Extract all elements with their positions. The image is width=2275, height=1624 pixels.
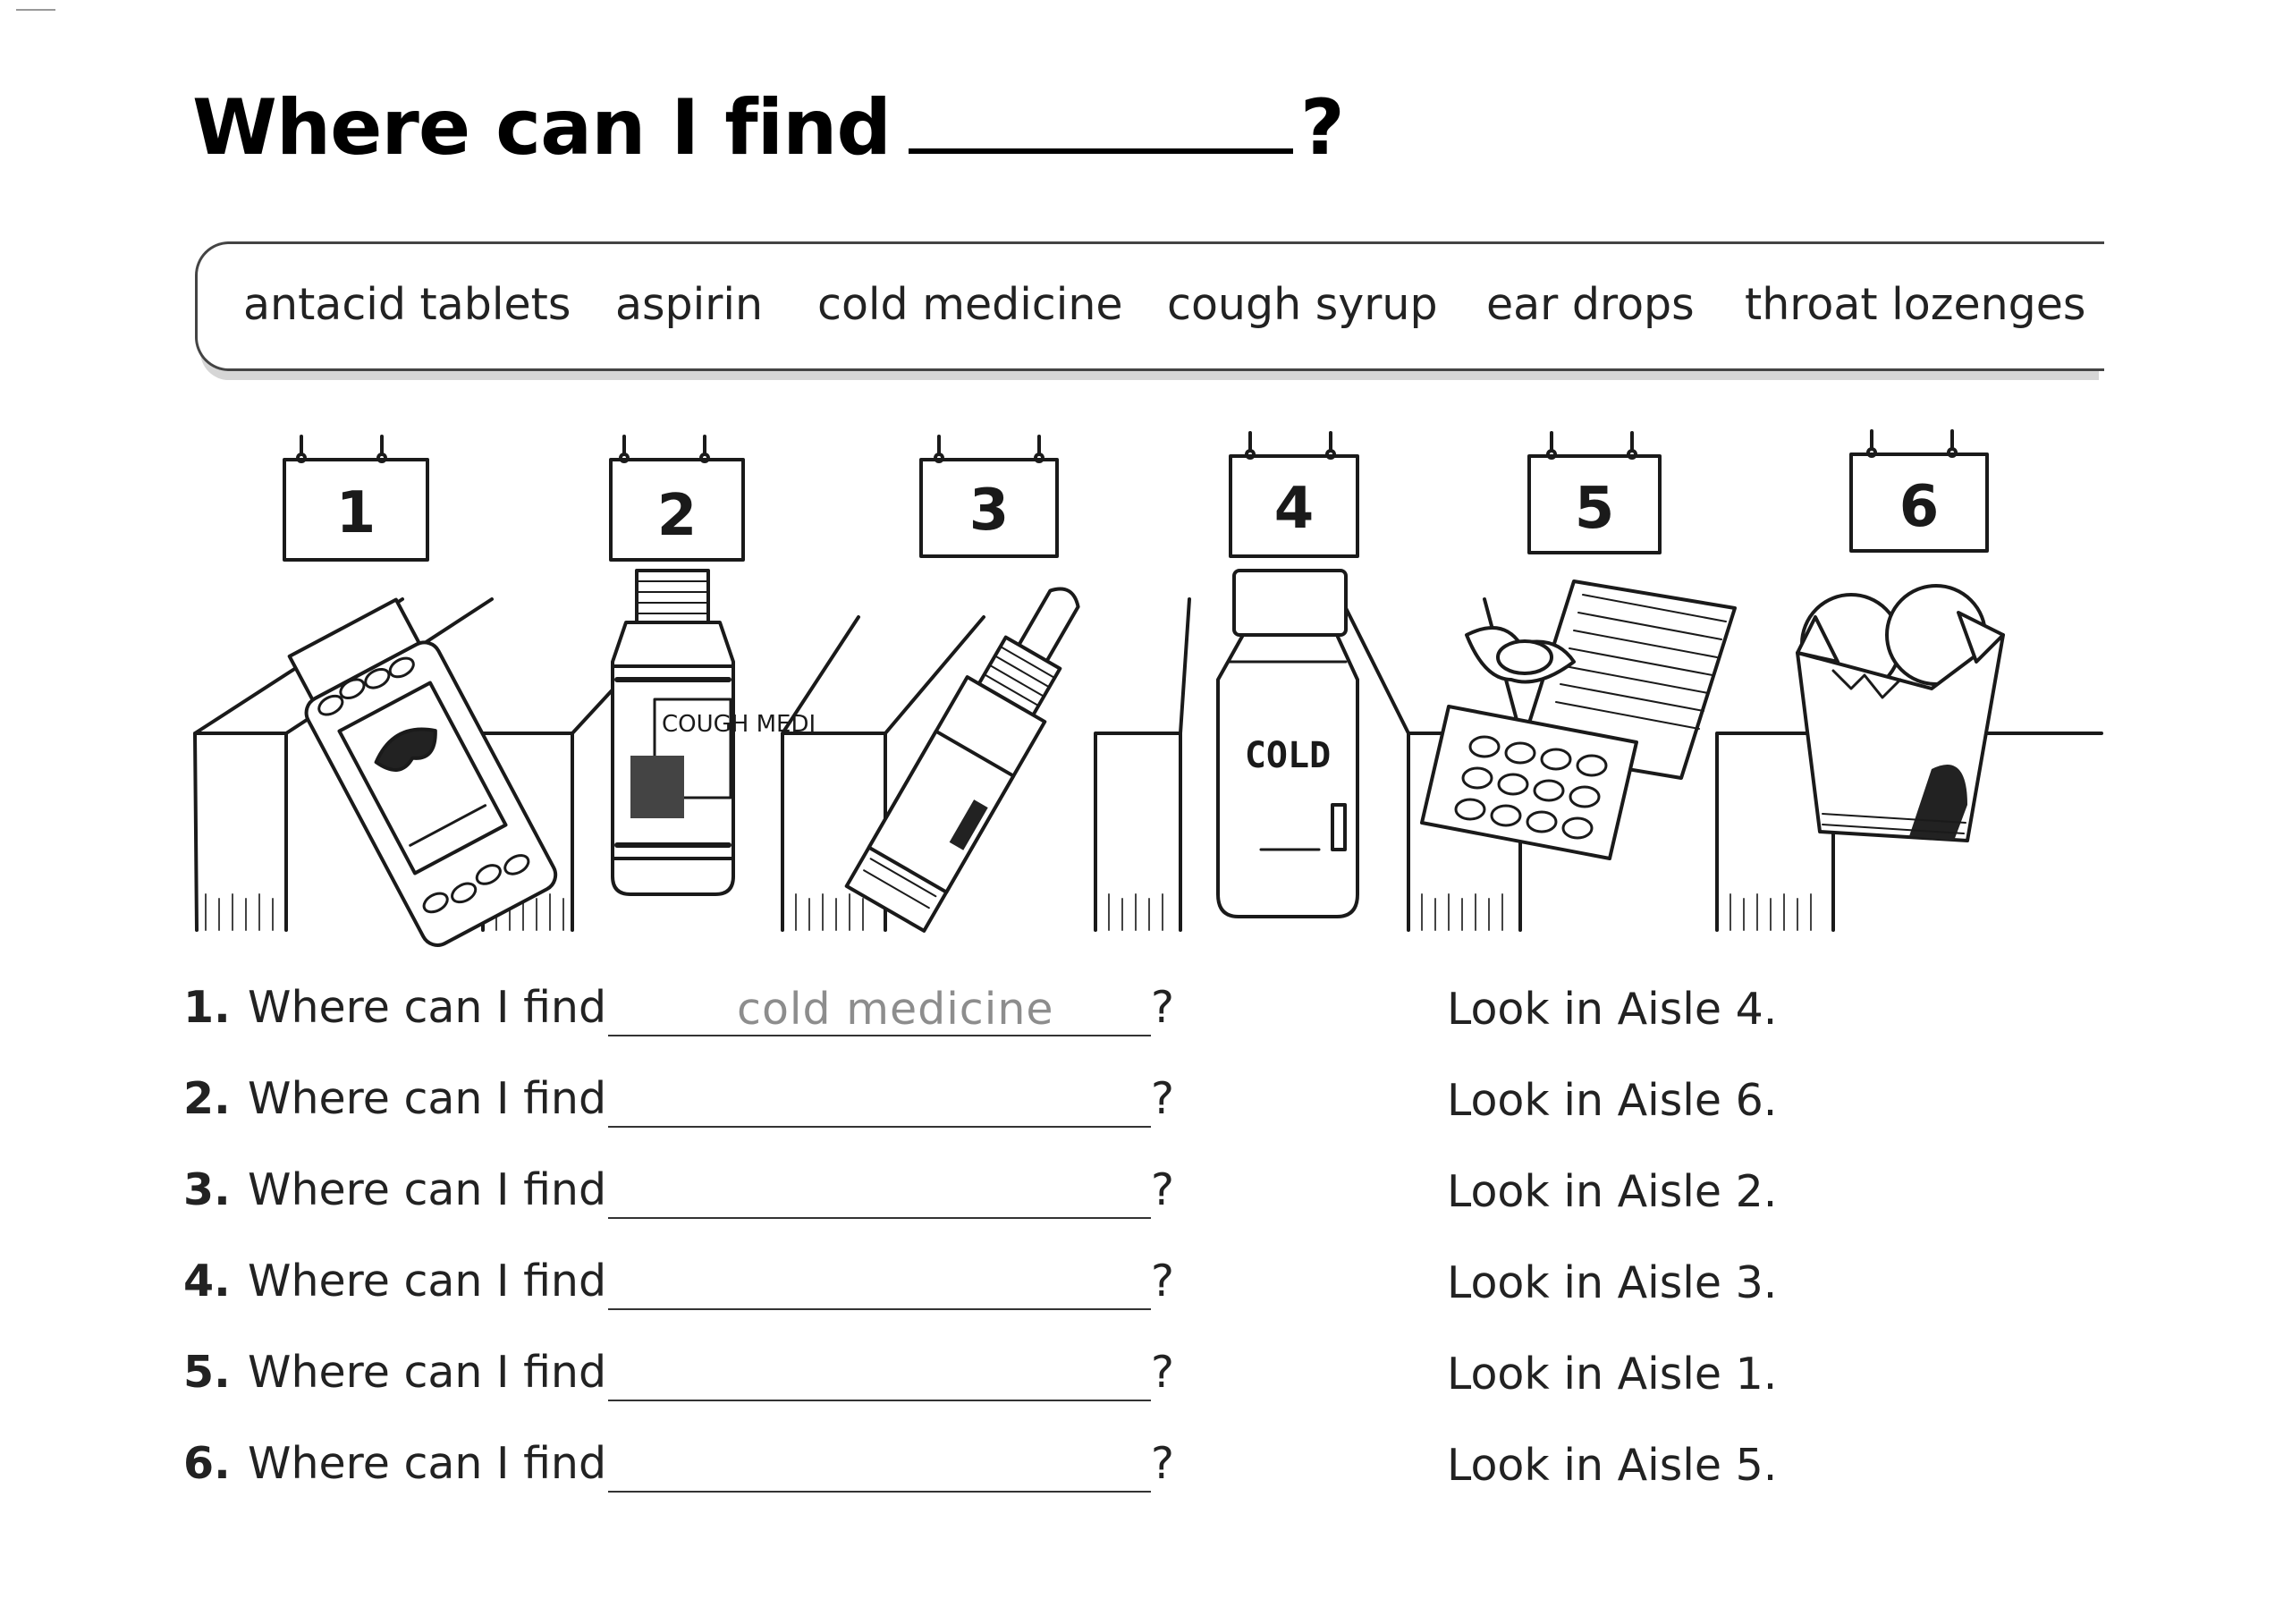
question-mark: ?	[1151, 982, 1175, 1033]
word-bank-item-cough-syrup: cough syrup	[1167, 279, 1438, 330]
title-blank-line	[909, 148, 1293, 154]
aisle-number-2: 2	[656, 483, 698, 549]
answer-blank-line[interactable]	[608, 1308, 1151, 1310]
question-mark: ?	[1151, 1073, 1175, 1124]
aisle-answer: Look in Aisle 3.	[1447, 1257, 1778, 1308]
aisle-sign-5	[1529, 433, 1660, 553]
question-number: 6.	[183, 1438, 231, 1489]
aisle-number-3: 3	[968, 478, 1010, 544]
aisle-sign-6	[1851, 431, 1987, 551]
question-text: Where can I find	[248, 1073, 607, 1124]
word-bank-item-throat-lozenges: throat lozenges	[1745, 279, 2086, 330]
aisle-answer: Look in Aisle 2.	[1447, 1166, 1778, 1217]
answer-blank-line[interactable]	[608, 1126, 1151, 1128]
word-bank-item-aspirin: aspirin	[615, 279, 764, 330]
question-mark: ?	[1151, 1256, 1175, 1307]
aisle-number-5: 5	[1574, 476, 1615, 542]
aisle-sign-3	[921, 436, 1057, 556]
cold-bottle-label: COLD	[1244, 735, 1332, 776]
question-number: 4.	[183, 1256, 231, 1307]
aisle-answer: Look in Aisle 6.	[1447, 1075, 1778, 1126]
cold-medicine-bottle-icon	[1218, 571, 1357, 917]
question-mark: ?	[1151, 1438, 1175, 1489]
question-mark: ?	[1151, 1347, 1175, 1398]
question-text: Where can I find	[248, 982, 607, 1033]
question-mark: ?	[1151, 1164, 1175, 1215]
word-bank-item-antacid-tablets: antacid tablets	[243, 279, 571, 330]
scan-corner-mark	[16, 9, 55, 11]
question-number: 1.	[183, 982, 231, 1033]
question-text: Where can I find	[248, 1438, 607, 1489]
aisle-answer: Look in Aisle 5.	[1447, 1440, 1778, 1491]
aisle-number-4: 4	[1273, 476, 1315, 542]
antacid-jar-icon	[277, 594, 561, 948]
answer-blank-line[interactable]	[608, 1035, 1151, 1036]
word-bank-item-cold-medicine: cold medicine	[817, 279, 1123, 330]
aisle-sign-4	[1231, 433, 1357, 556]
cough-bottle-label: COUGH MEDI	[662, 711, 816, 738]
question-text: Where can I find	[248, 1164, 607, 1215]
pharmacy-aisles-illustration	[179, 393, 2110, 948]
aisle-sign-1	[284, 436, 427, 560]
question-number: 5.	[183, 1347, 231, 1398]
answer-blank-line[interactable]	[608, 1491, 1151, 1493]
aisle-answer: Look in Aisle 4.	[1447, 984, 1778, 1035]
sample-answer: cold medicine	[737, 984, 1054, 1035]
answer-blank-line[interactable]	[608, 1400, 1151, 1401]
aisle-number-6: 6	[1899, 474, 1940, 540]
question-text: Where can I find	[248, 1347, 607, 1398]
worksheet-title: Where can I find ?	[192, 83, 1344, 173]
question-number: 3.	[183, 1164, 231, 1215]
aspirin-tin-icon	[1422, 581, 1735, 859]
throat-lozenges-bag-icon	[1797, 586, 2003, 841]
cough-syrup-bottle-icon	[613, 571, 816, 894]
aisle-number-1: 1	[335, 480, 376, 546]
question-text: Where can I find	[248, 1256, 607, 1307]
aisle-sign-2	[611, 436, 743, 560]
question-number: 2.	[183, 1073, 231, 1124]
word-bank-item-ear-drops: ear drops	[1486, 279, 1695, 330]
answer-blank-line[interactable]	[608, 1217, 1151, 1219]
aisle-answer: Look in Aisle 1.	[1447, 1349, 1778, 1400]
